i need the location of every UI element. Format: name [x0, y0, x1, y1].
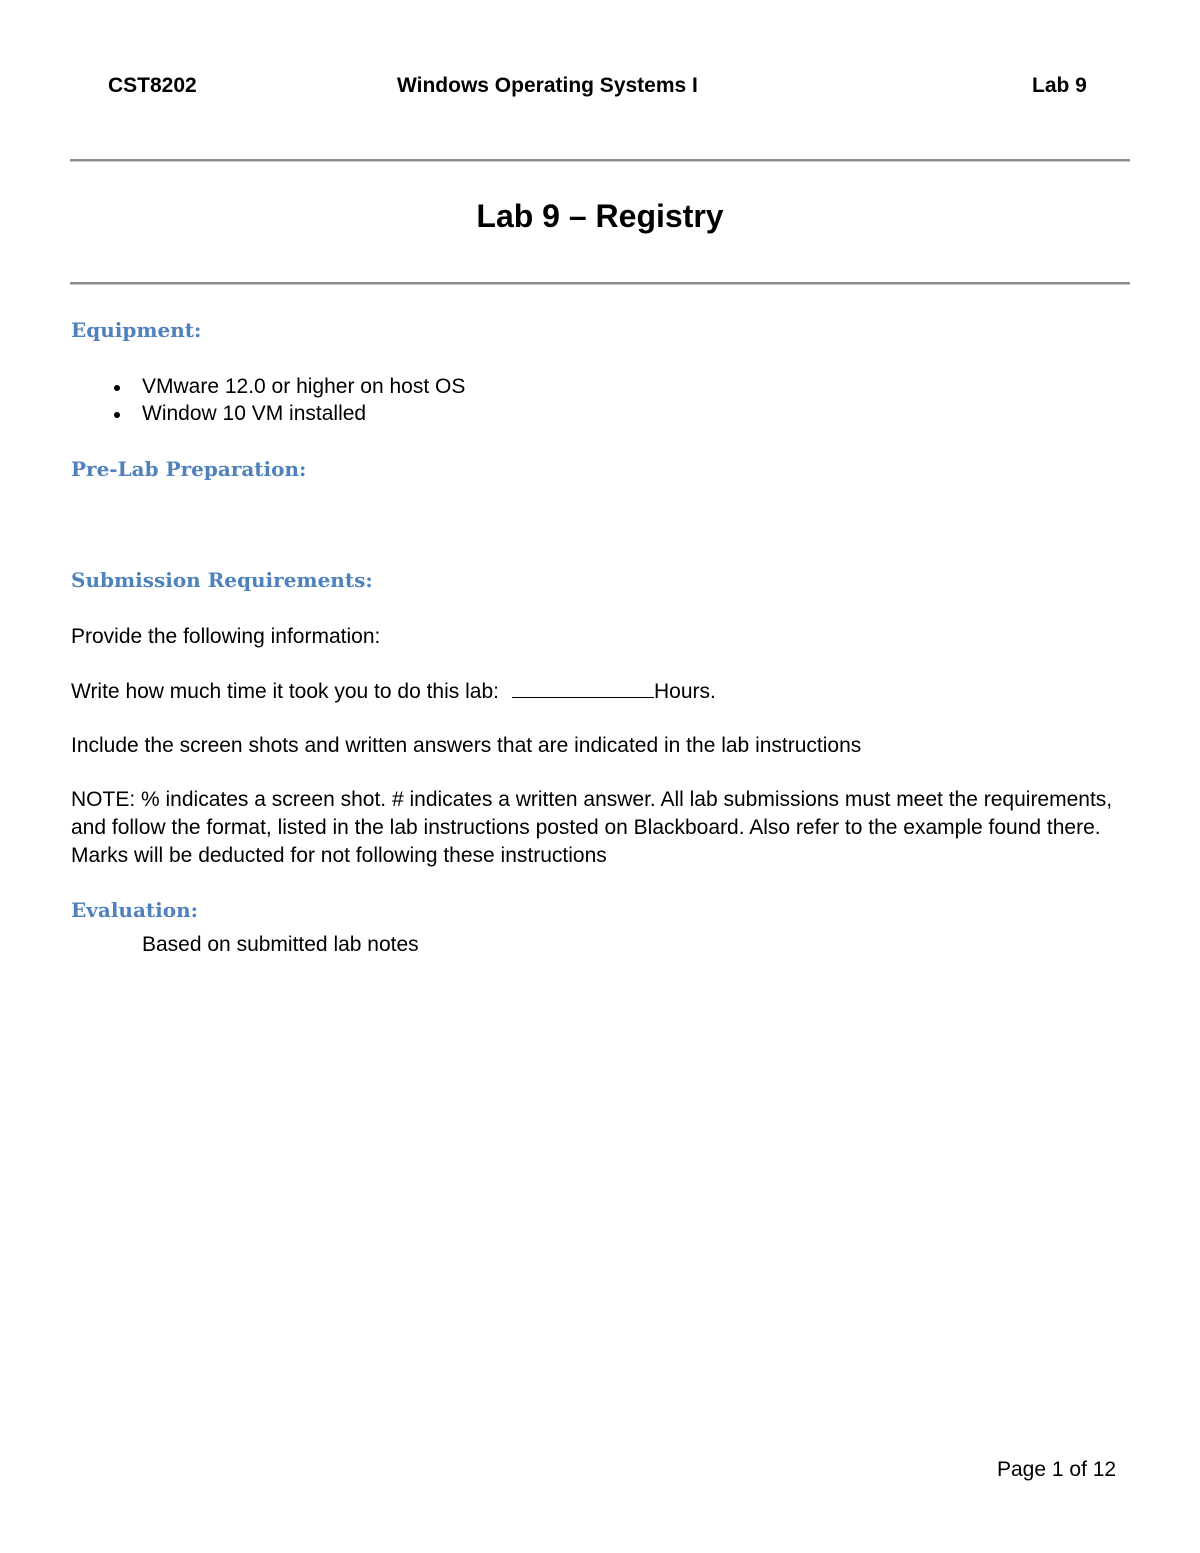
hours-blank: [512, 679, 654, 698]
equipment-item: VMware 12.0 or higher on host OS: [142, 375, 466, 398]
equipment-heading: Equipment:: [71, 318, 202, 342]
submission-heading: Submission Requirements:: [71, 568, 373, 592]
list-item: [108, 373, 465, 400]
screenshots-instruction: Include the screen shots and written answers that are indicated in the lab instructions: [71, 734, 862, 757]
bullet-icon: [114, 385, 120, 391]
evaluation-text: Based on submitted lab notes: [142, 933, 419, 956]
submission-intro: Provide the following information:: [71, 625, 381, 648]
header-lab-label: Lab 9: [1032, 74, 1087, 97]
list-item: [108, 400, 465, 427]
title-divider: [70, 282, 1130, 285]
header-course-name: Windows Operating Systems I: [397, 74, 698, 97]
time-prompt-line: [71, 679, 716, 704]
prelab-heading: Pre-Lab Preparation:: [71, 457, 307, 481]
time-prompt: Write how much time it took you to do this lab:: [71, 680, 499, 703]
time-unit: Hours.: [653, 680, 716, 703]
page-title: Lab 9 – Registry: [476, 198, 724, 234]
equipment-item: Window 10 VM installed: [142, 402, 367, 425]
header-course-code: CST8202: [108, 74, 197, 97]
top-divider: [70, 159, 1130, 162]
bullet-icon: [114, 412, 120, 418]
submission-note: NOTE: % indicates a screen shot. # indicates a written answer. All lab submissions must meet the requirements, and follow the format, listed in the lab instructions posted on Blackboard. Also refer to the example found there. Marks will be deducted for not following these instructions: [71, 788, 1113, 867]
equipment-list: [108, 373, 465, 427]
evaluation-heading: Evaluation:: [71, 898, 199, 922]
page-number: Page 1 of 12: [997, 1458, 1117, 1481]
